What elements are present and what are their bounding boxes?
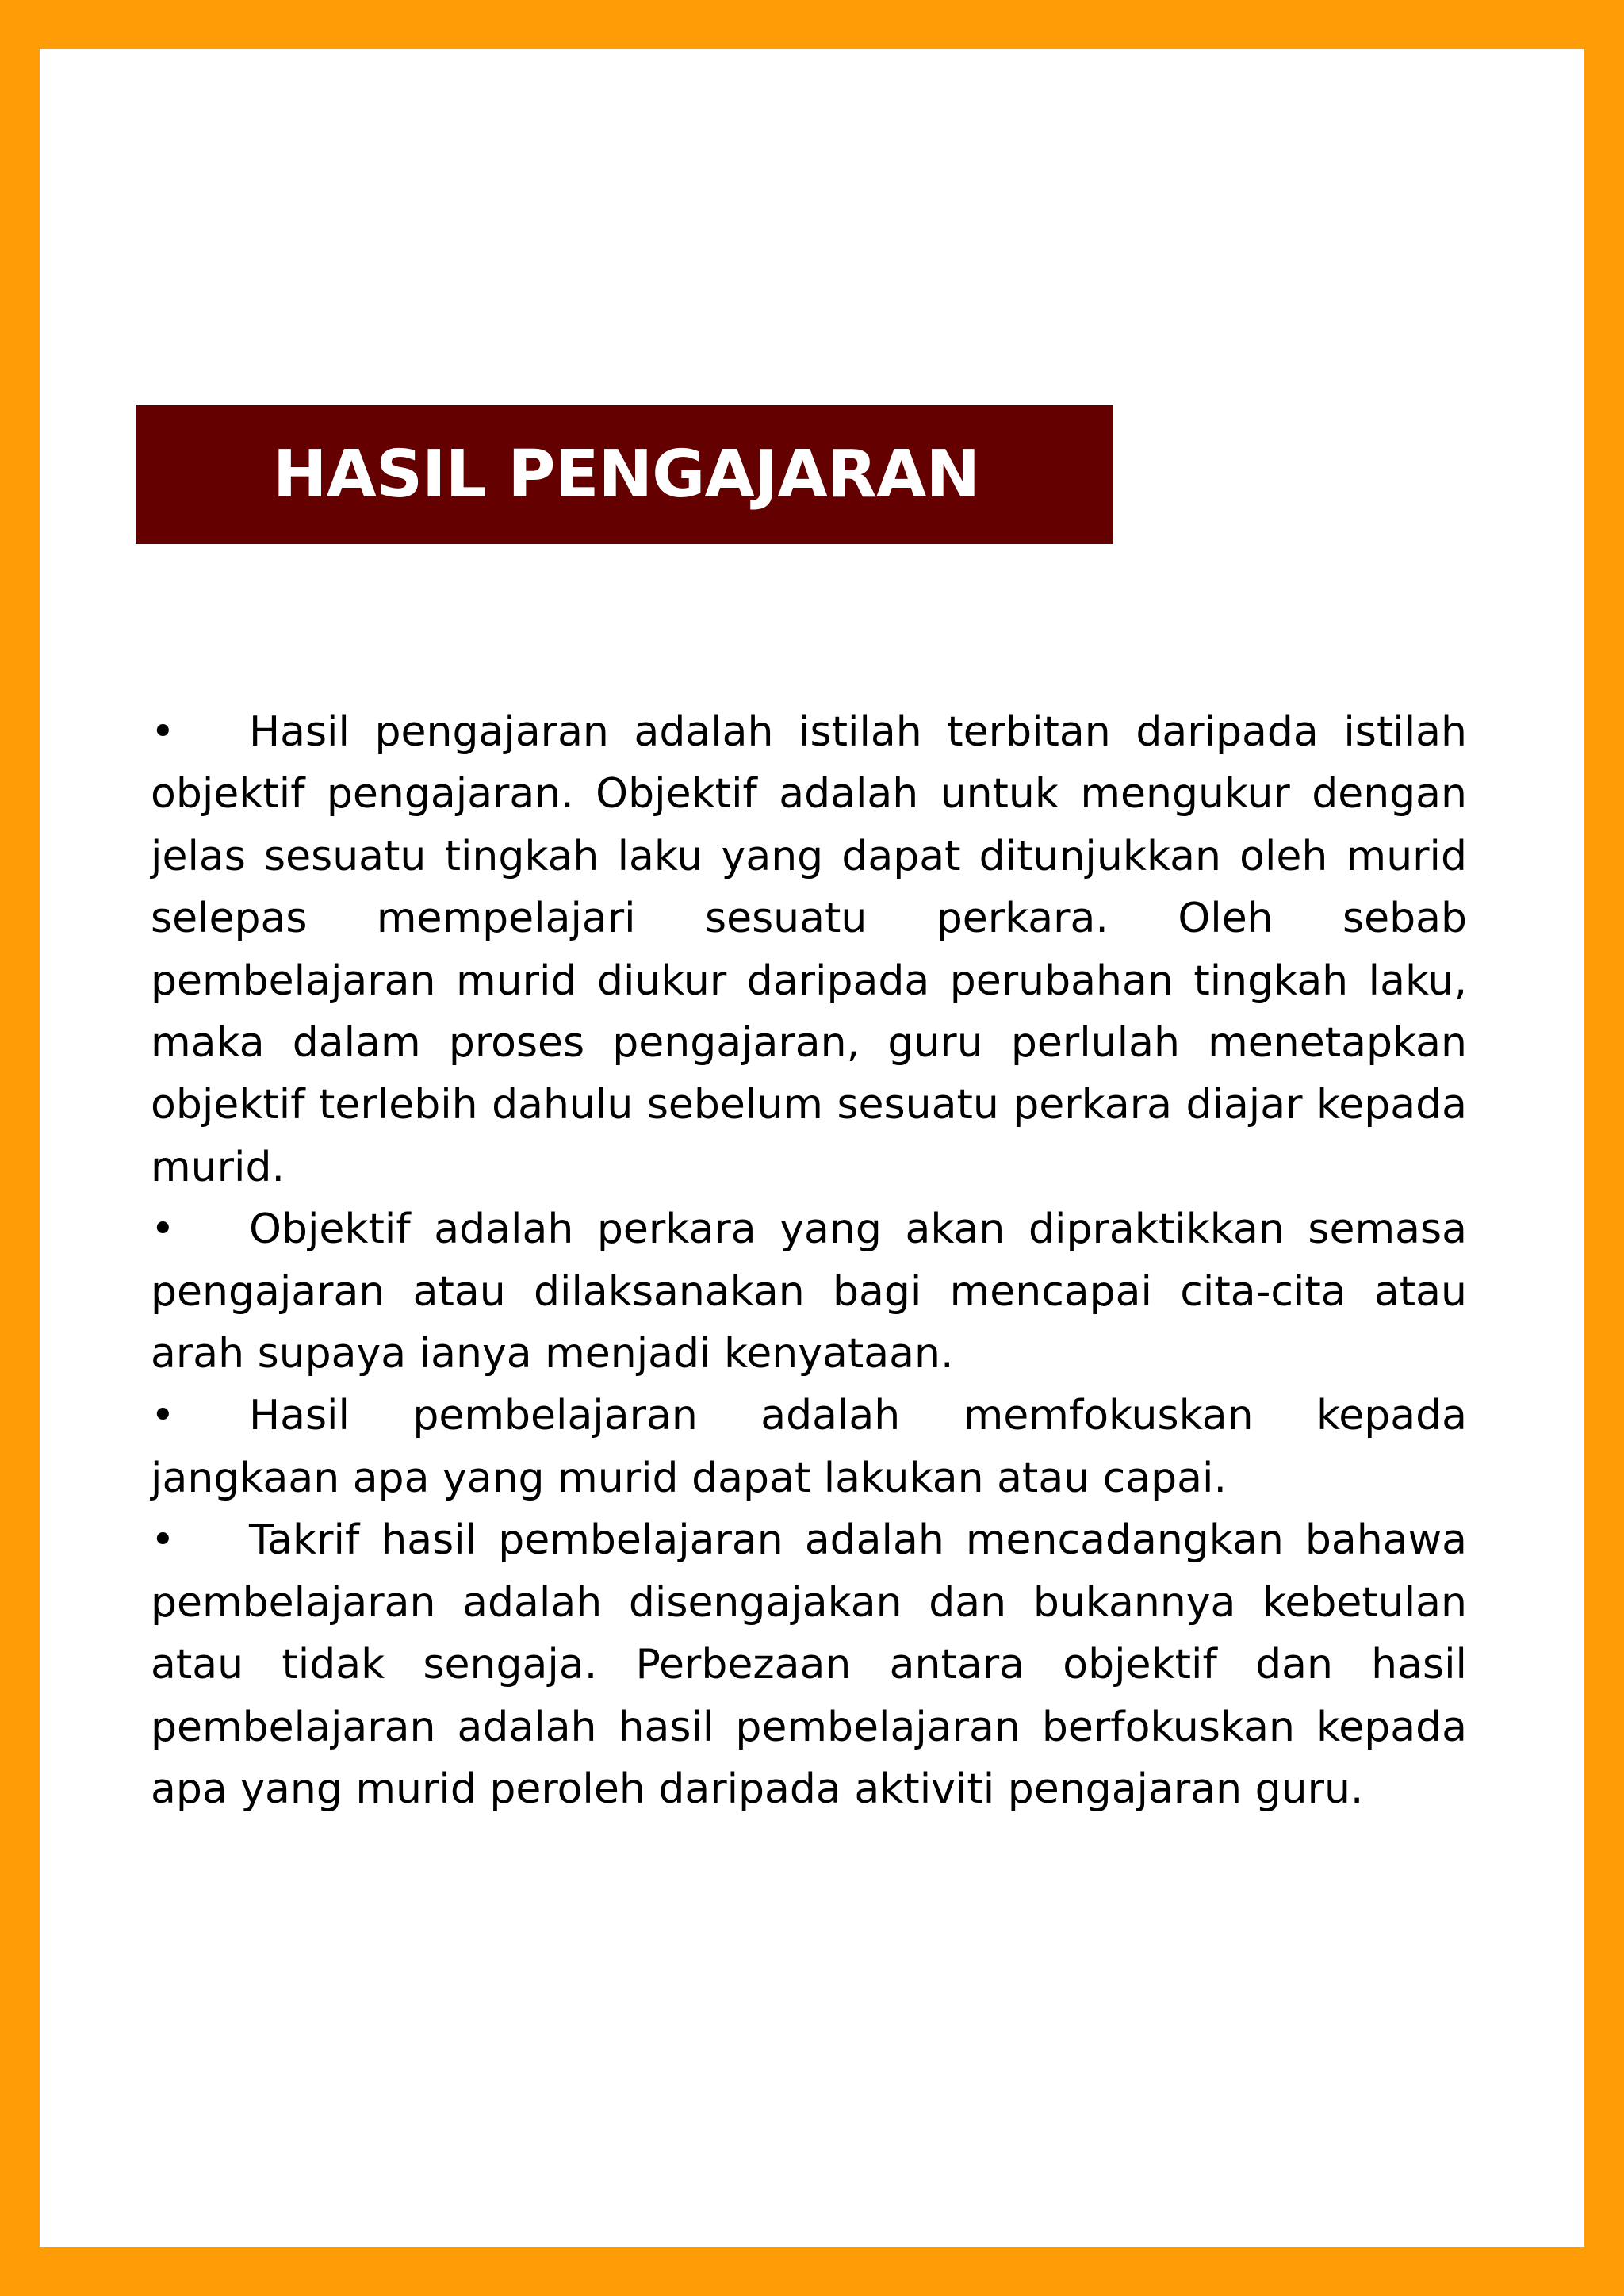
bullet-list: [151, 701, 1467, 1820]
bullet-icon: •: [151, 1205, 175, 1254]
bullet-item: [151, 1385, 1467, 1509]
bullet-item: [151, 1198, 1467, 1385]
bullet-item: [151, 1509, 1467, 1820]
title-banner: [136, 405, 1113, 544]
bullet-text: Takrif hasil pembelajaran adalah mencadangkan bahawa pembelajaran adalah disengajakan dan bukannya kebetulan atau tidak sengaja. Perbezaan antara objektif dan hasil pembelajaran adalah hasil pembelajaran berfokuskan kepada apa yang murid peroleh daripada aktiviti pengajaran guru.: [151, 1516, 1467, 1813]
bullet-item: [151, 701, 1467, 1198]
page-sheet: [40, 49, 1584, 2247]
bullet-icon: •: [151, 708, 175, 756]
bullet-text: Hasil pembelajaran adalah memfokuskan kepada jangkaan apa yang murid dapat lakukan atau capai.: [151, 1392, 1467, 1502]
bullet-text: Hasil pengajaran adalah istilah terbitan daripada istilah objektif pengajaran. Objektif adalah untuk mengukur dengan jelas sesuatu tingkah laku yang dapat ditunjukkan oleh murid selepas mempelajari sesuatu perkara. Oleh sebab pembelajaran murid diukur daripada perubahan tingkah laku, maka dalam proses pengajaran, guru perlulah menetapkan objektif terlebih dahulu sebelum sesuatu perkara diajar kepada murid.: [151, 708, 1467, 1191]
bullet-icon: •: [151, 1392, 175, 1440]
page-title: HASIL PENGAJARAN: [272, 437, 980, 512]
bullet-icon: •: [151, 1516, 175, 1565]
bullet-text: Objektif adalah perkara yang akan dipraktikkan semasa pengajaran atau dilaksanakan bagi mencapai cita-cita atau arah supaya ianya menjadi kenyataan.: [151, 1205, 1467, 1378]
